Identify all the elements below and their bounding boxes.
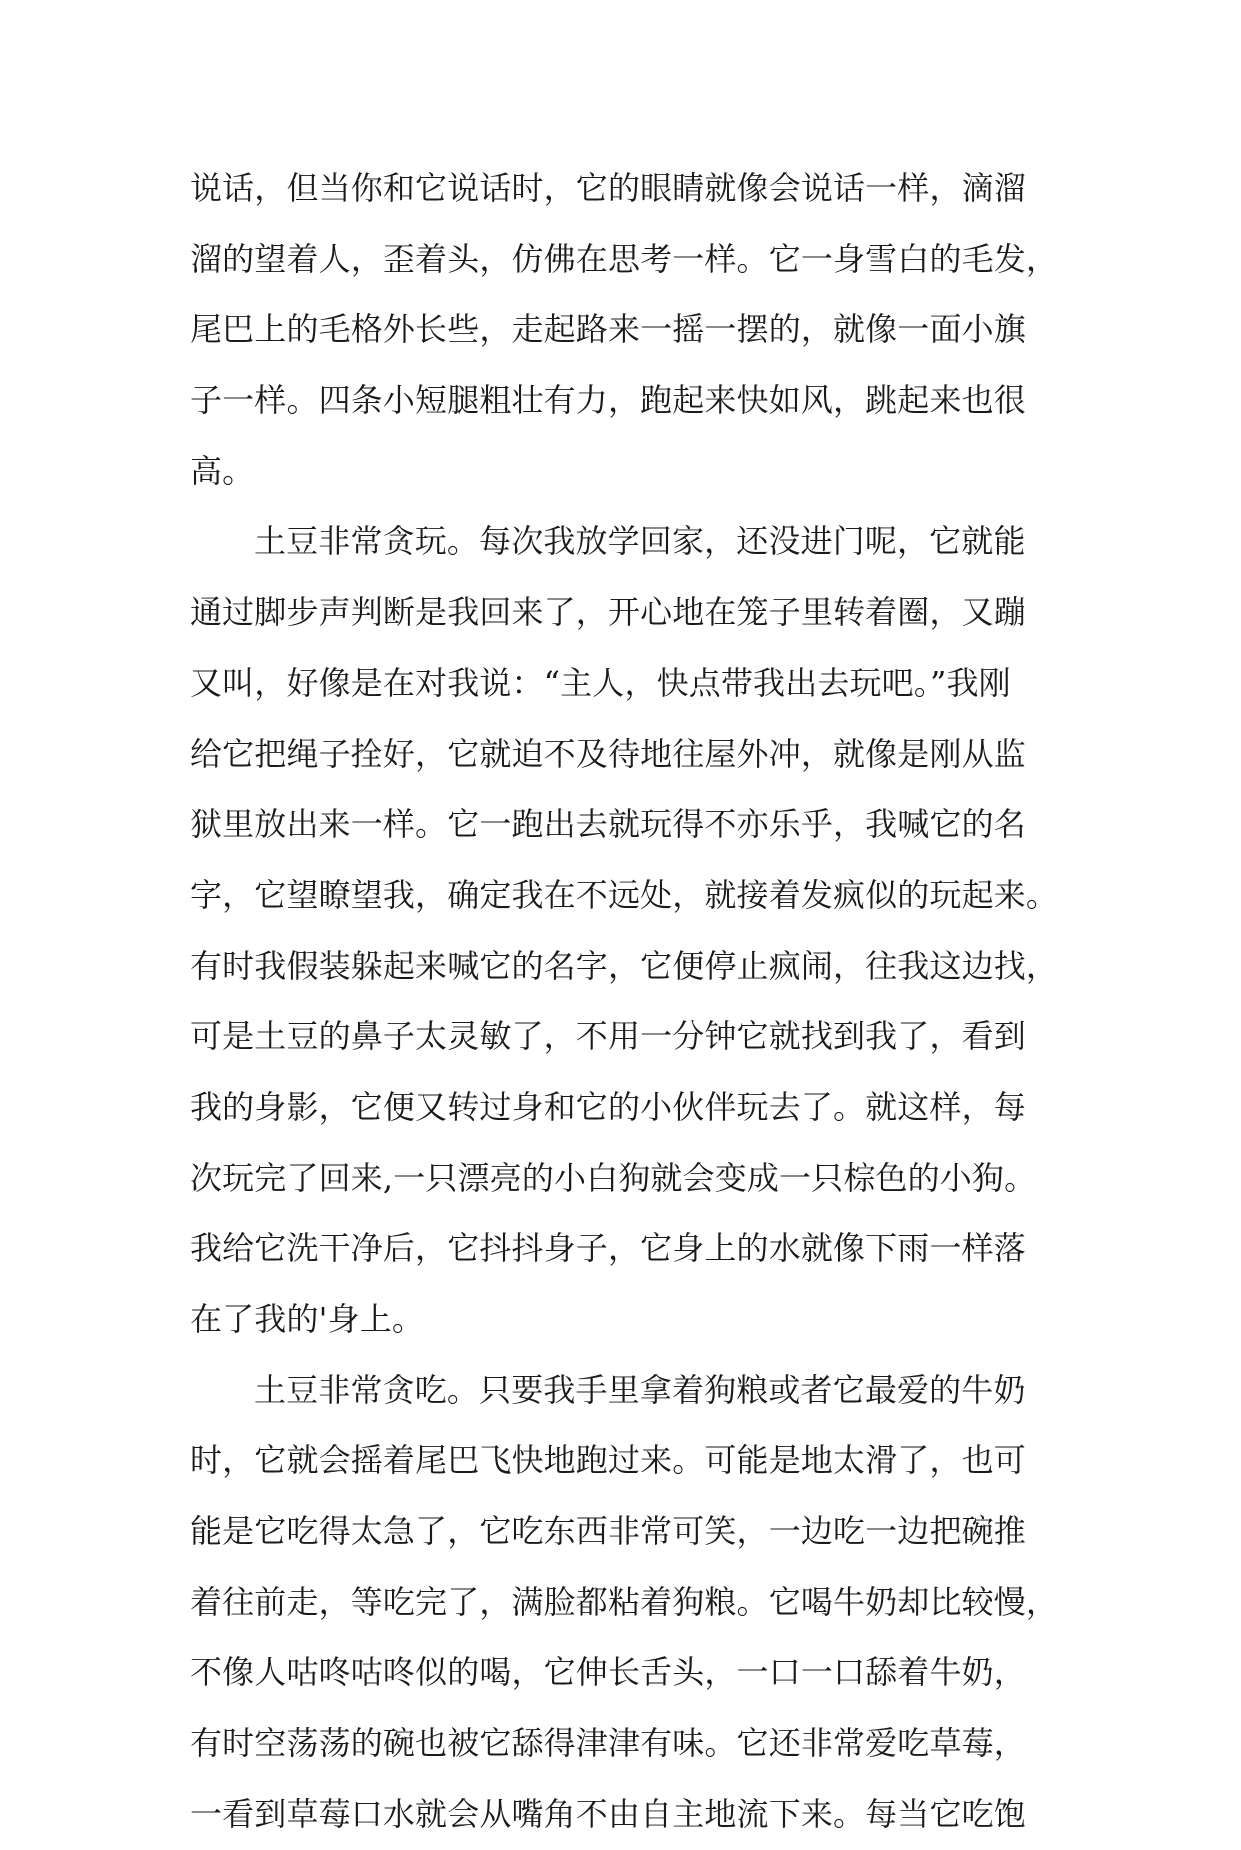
text-line: 尾巴上的毛格外长些，走起路来一摇一摆的，就像一面小旗 (190, 310, 1026, 349)
text-line: 可是土豆的鼻子太灵敏了，不用一分钟它就找到我了，看到 (190, 1017, 1026, 1056)
text-line: 我给它洗干净后，它抖抖身子，它身上的水就像下雨一样落 (190, 1229, 1026, 1268)
text-line: 有时空荡荡的碗也被它舔得津津有味。它还非常爱吃草莓， (190, 1724, 1026, 1763)
text-line: 不像人咕咚咕咚似的喝，它伸长舌头，一口一口舔着牛奶， (190, 1653, 1026, 1692)
text-line: 通过脚步声判断是我回来了，开心地在笼子里转着圈，又蹦 (190, 593, 1026, 632)
text-line: 有时我假装躲起来喊它的名字，它便停止疯闹，往我这边找， (190, 946, 1059, 985)
paragraph-first-line: 土豆非常贪玩。每次我放学回家，还没进门呢，它就能 (254, 522, 1026, 561)
paragraph-first-line: 土豆非常贪吃。只要我手里拿着狗粮或者它最爱的牛奶 (254, 1370, 1026, 1409)
text-line: 又叫，好像是在对我说：“主人，快点带我出去玩吧。”我刚 (190, 663, 1011, 702)
text-line: 说话，但当你和它说话时，它的眼睛就像会说话一样，滴溜 (190, 169, 1026, 207)
text-line: 给它把绳子拴好，它就迫不及待地往屋外冲，就像是刚从监 (190, 734, 1026, 773)
text-line: 狱里放出来一样。它一跑出去就玩得不亦乐乎，我喊它的名 (190, 805, 1026, 844)
text-line: 子一样。四条小短腿粗壮有力，跑起来快如风，跳起来也很 (190, 381, 1026, 420)
text-line: 溜的望着人，歪着头，仿佛在思考一样。它一身雪白的毛发， (190, 239, 1059, 278)
text-line: 在了我的'身上。 (190, 1300, 424, 1338)
text-line: 着往前走，等吃完了，满脸都粘着狗粮。它喝牛奶却比较慢， (190, 1582, 1059, 1621)
text-line: 时，它就会摇着尾巴飞快地跑过来。可能是地太滑了，也可 (190, 1441, 1026, 1480)
text-line: 字，它望瞭望我，确定我在不远处，就接着发疯似的玩起来。 (190, 875, 1059, 914)
text-line: 一看到草莓口水就会从嘴角不由自主地流下来。每当它吃饱 (190, 1794, 1026, 1833)
text-line: 次玩完了回来,一只漂亮的小白狗就会变成一只棕色的小狗。 (190, 1158, 1037, 1197)
document-body (190, 153, 1059, 1850)
text-line: 能是它吃得太急了，它吃东西非常可笑，一边吃一边把碗推 (190, 1512, 1026, 1551)
text-line: 我的身影，它便又转过身和它的小伙伴玩去了。就这样，每 (190, 1087, 1026, 1126)
text-line: 高。 (190, 451, 255, 490)
